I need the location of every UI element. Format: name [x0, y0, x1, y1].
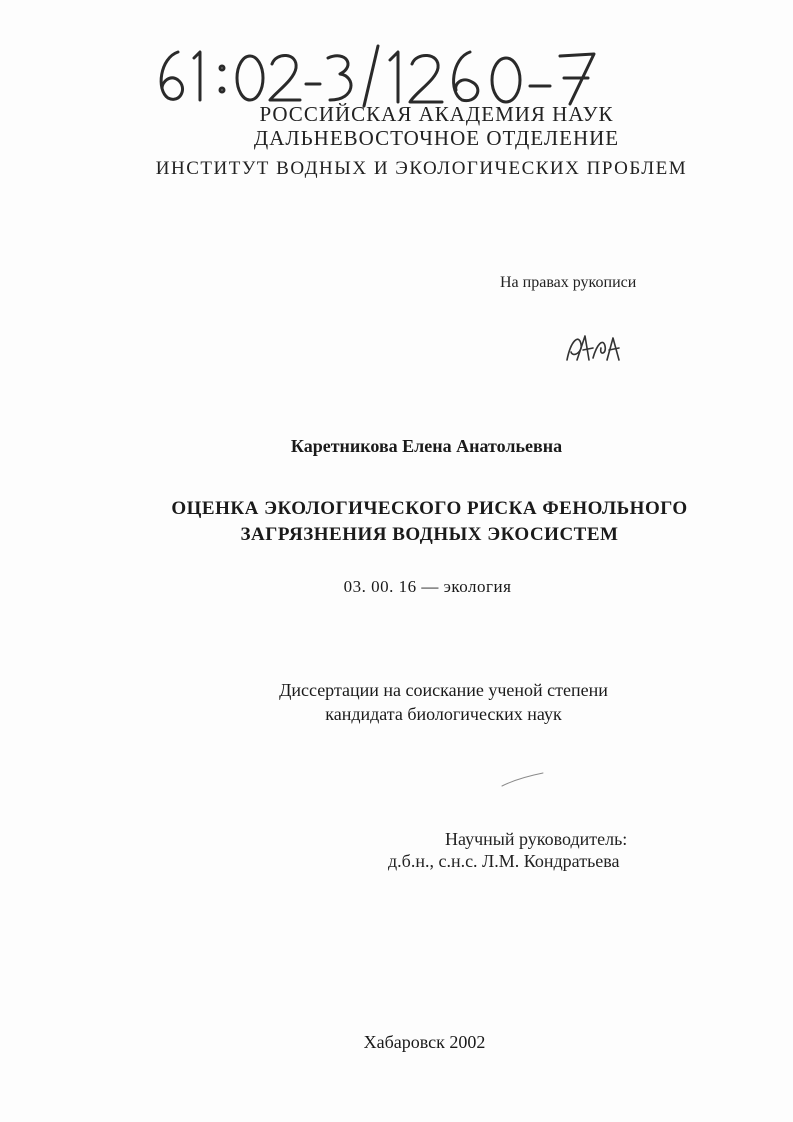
degree-line-2: кандидата биологических наук	[325, 704, 562, 724]
degree-line-1: Диссертации на соискание ученой степени	[279, 680, 608, 700]
institute-name: ИНСТИТУТ ВОДНЫХ И ЭКОЛОГИЧЕСКИХ ПРОБЛЕМ	[155, 158, 688, 179]
specialty-code: 03. 00. 16 — экология	[343, 577, 512, 596]
rights-note: На правах рукописи	[500, 274, 637, 291]
dissertation-title-line-1: ОЦЕНКА ЭКОЛОГИЧЕСКОГО РИСКА ФЕНОЛЬНОГО	[171, 498, 688, 519]
author-name: Каретникова Елена Анатольевна	[290, 436, 563, 456]
supervisor-label: Научный руководитель:	[445, 829, 628, 849]
supervisor-name: д.б.н., с.н.с. Л.М. Кондратьева	[388, 851, 620, 871]
author-signature	[563, 330, 623, 366]
dissertation-title-line-2: ЗАГРЯЗНЕНИЯ ВОДНЫХ ЭКОСИСТЕМ	[240, 524, 619, 545]
city-year: Хабаровск 2002	[363, 1032, 486, 1052]
stray-pencil-mark	[500, 770, 545, 790]
branch-name: ДАЛЬНЕВОСТОЧНОЕ ОТДЕЛЕНИЕ	[253, 126, 620, 150]
handwritten-archive-code	[150, 40, 620, 110]
academy-name: РОССИЙСКАЯ АКАДЕМИЯ НАУК	[259, 102, 614, 126]
